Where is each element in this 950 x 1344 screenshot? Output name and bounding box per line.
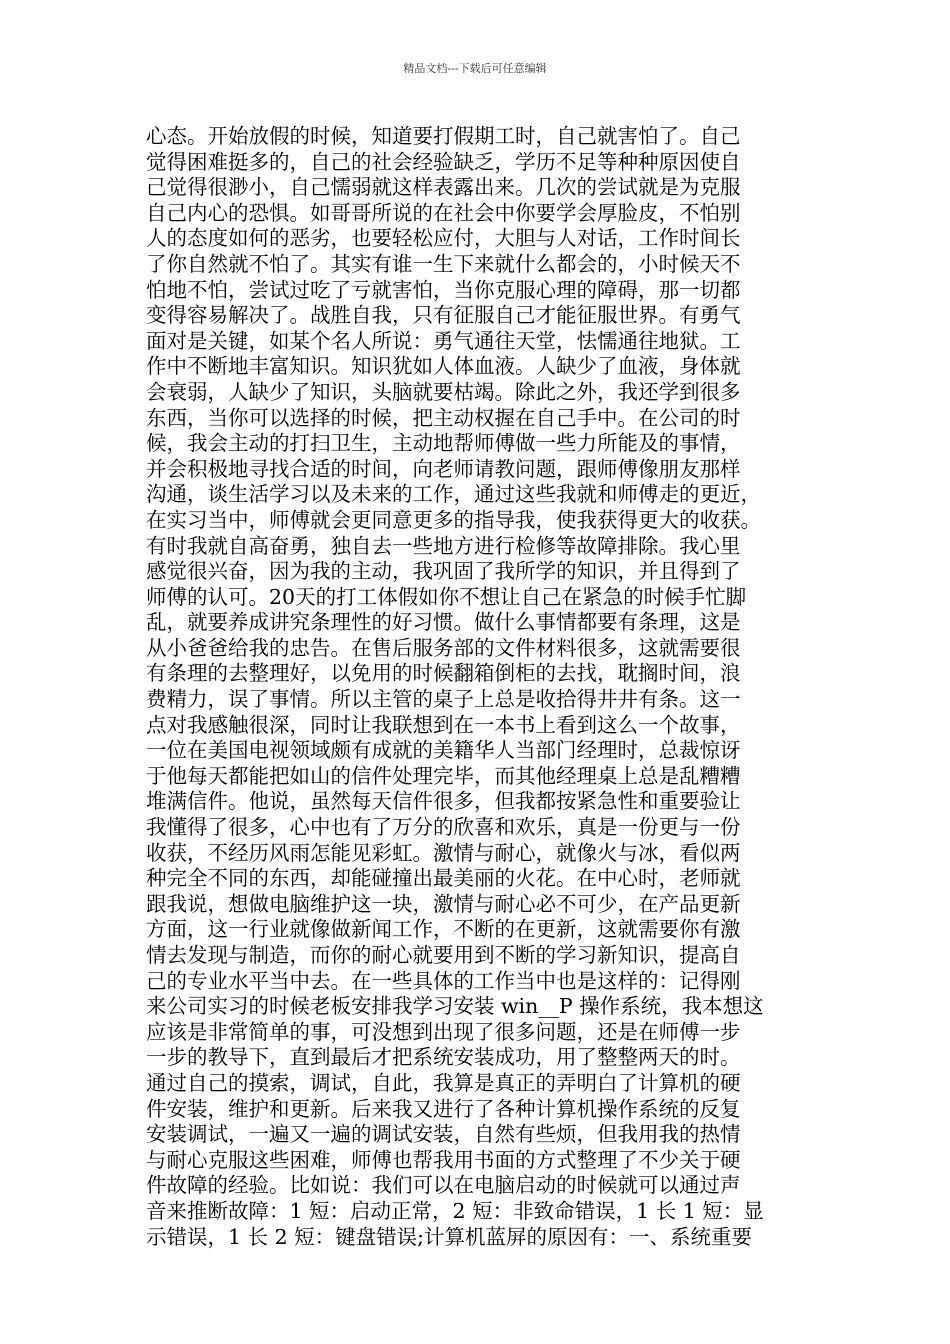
body-line: 来公司实习的时候老板安排我学习安装 win__P 操作系统，我本想这 xyxy=(146,994,764,1019)
body-line: 件故障的经验。比如说：我们可以在电脑启动的时候就可以通过声 xyxy=(146,1173,741,1198)
body-line: 跟我说，想做电脑维护这一块，激情与耐心必不可少，在产品更新 xyxy=(146,891,741,916)
body-line: 东西，当你可以选择的时候，把主动权握在自己手中。在公司的时 xyxy=(146,405,741,430)
body-line: 种完全不同的东西，却能碰撞出最美丽的火花。在中心时，老师就 xyxy=(146,866,741,891)
body-line: 在实习当中，师傅就会更同意更多的指导我，使我获得更大的收获。 xyxy=(146,507,761,532)
body-line: 会衰弱，人缺少了知识，头脑就要枯竭。除此之外，我还学到很多 xyxy=(146,379,741,404)
body-line: 于他每天都能把如山的信件处理完毕，而其他经理桌上总是乱糟糟 xyxy=(146,763,741,788)
body-line: 感觉很兴奋，因为我的主动，我巩固了我所学的知识，并且得到了 xyxy=(146,559,741,584)
body-line: 点对我感触很深，同时让我联想到在一本书上看到这么一个故事， xyxy=(146,712,741,737)
document-body xyxy=(146,124,816,1250)
body-line: 师傅的认可。20天的打工体假如你不想让自己在紧急的时候手忙脚 xyxy=(146,584,747,609)
body-line: 候，我会主动的打扫卫生，主动地帮师傅做一些力所能及的事情， xyxy=(146,431,741,456)
body-line: 应该是非常简单的事，可没想到出现了很多问题，还是在师傅一步 xyxy=(146,1019,741,1044)
body-line: 音来推断故障：1 短：启动正常，2 短：非致命错误，1 长 1 短：显 xyxy=(146,1198,764,1223)
body-line: 安装调试，一遍又一遍的调试安装，自然有些烦，但我用我的热情 xyxy=(146,1122,741,1147)
body-line: 心态。开始放假的时候，知道要打假期工时，自己就害怕了。自己 xyxy=(146,124,741,148)
body-line: 人的态度如何的恶劣，也要轻松应付，大胆与人对话，工作时间长 xyxy=(146,226,741,251)
body-line: 堆满信件。他说，虽然每天信件很多，但我都按紧急性和重要验让 xyxy=(146,789,741,814)
body-line: 己的专业水平当中去。在一些具体的工作当中也是这样的：记得刚 xyxy=(146,968,741,993)
body-line: 收获，不经历风雨怎能见彩虹。激情与耐心，就像火与冰，看似两 xyxy=(146,840,741,865)
body-line: 我懂得了很多，心中也有了万分的欣喜和欢乐，真是一份更与一份 xyxy=(146,815,741,840)
body-line: 一步的教导下，直到最后才把系统安装成功，用了整整两天的时。 xyxy=(146,1045,741,1070)
body-line: 自己内心的恐惧。如哥哥所说的在社会中你要学会厚脸皮，不怕别 xyxy=(146,200,741,225)
page-header: 精品文档---下载后可任意编辑 xyxy=(403,62,547,75)
body-line: 一位在美国电视领域颇有成就的美籍华人当部门经理时，总裁惊讶 xyxy=(146,738,741,763)
body-line: 情去发现与制造，而你的耐心就要用到不断的学习新知识，提高自 xyxy=(146,943,741,967)
body-line: 有时我就自高奋勇，独自去一些地方进行检修等故障排除。我心里 xyxy=(146,533,741,558)
body-line: 面对是关键，如某个名人所说：勇气通往天堂，怯懦通往地狱。工 xyxy=(146,328,741,353)
body-line: 了你自然就不怕了。其实有谁一生下来就什么都会的，小时候天不 xyxy=(146,251,741,276)
body-line: 并会积极地寻找合适的时间，向老师请教问题，跟师傅像朋友那样 xyxy=(146,456,741,481)
body-line: 作中不断地丰富知识。知识犹如人体血液。人缺少了血液，身体就 xyxy=(146,354,741,379)
body-line: 与耐心克服这些困难，师傅也帮我用书面的方式整理了不少关于硬 xyxy=(146,1147,741,1172)
body-line: 件安装，维护和更新。后来我又进行了各种计算机操作系统的反复 xyxy=(146,1096,741,1121)
body-line: 方面，这一行业就像做新闻工作，不断的在更新，这就需要你有激 xyxy=(146,917,741,942)
body-line: 变得容易解决了。战胜自我，只有征服自己才能征服世界。有勇气 xyxy=(146,303,741,328)
body-line: 有条理的去整理好，以免用的时候翻箱倒柜的去找，耽搁时间，浪 xyxy=(146,661,741,686)
body-line: 觉得困难挺多的，自己的社会经验缺乏，学历不足等种种原因使自 xyxy=(146,149,741,174)
body-line: 己觉得很渺小，自己懦弱就这样表露出来。几次的尝试就是为克服 xyxy=(146,175,741,200)
body-line: 费精力，误了事情。所以主管的桌子上总是收拾得井井有条。这一 xyxy=(146,687,741,712)
body-line: 怕地不怕，尝试过吃了亏就害怕，当你克服心理的障碍，那一切都 xyxy=(146,277,741,302)
body-line: 沟通，谈生活学习以及未来的工作，通过这些我就和师傅走的更近， xyxy=(146,482,761,507)
body-line: 从小爸爸给我的忠告。在售后服务部的文件材料很多，这就需要很 xyxy=(146,635,741,660)
body-line: 通过自己的摸索，调试，自此，我算是真正的弄明白了计算机的硬 xyxy=(146,1070,741,1095)
body-line: 乱，就要养成讲究条理性的好习惯。做什么事情都要有条理，这是 xyxy=(146,610,741,635)
body-line: 示错误，1 长 2 短：键盘错误;计算机蓝屏的原因有：一、系统重要 xyxy=(146,1224,753,1249)
